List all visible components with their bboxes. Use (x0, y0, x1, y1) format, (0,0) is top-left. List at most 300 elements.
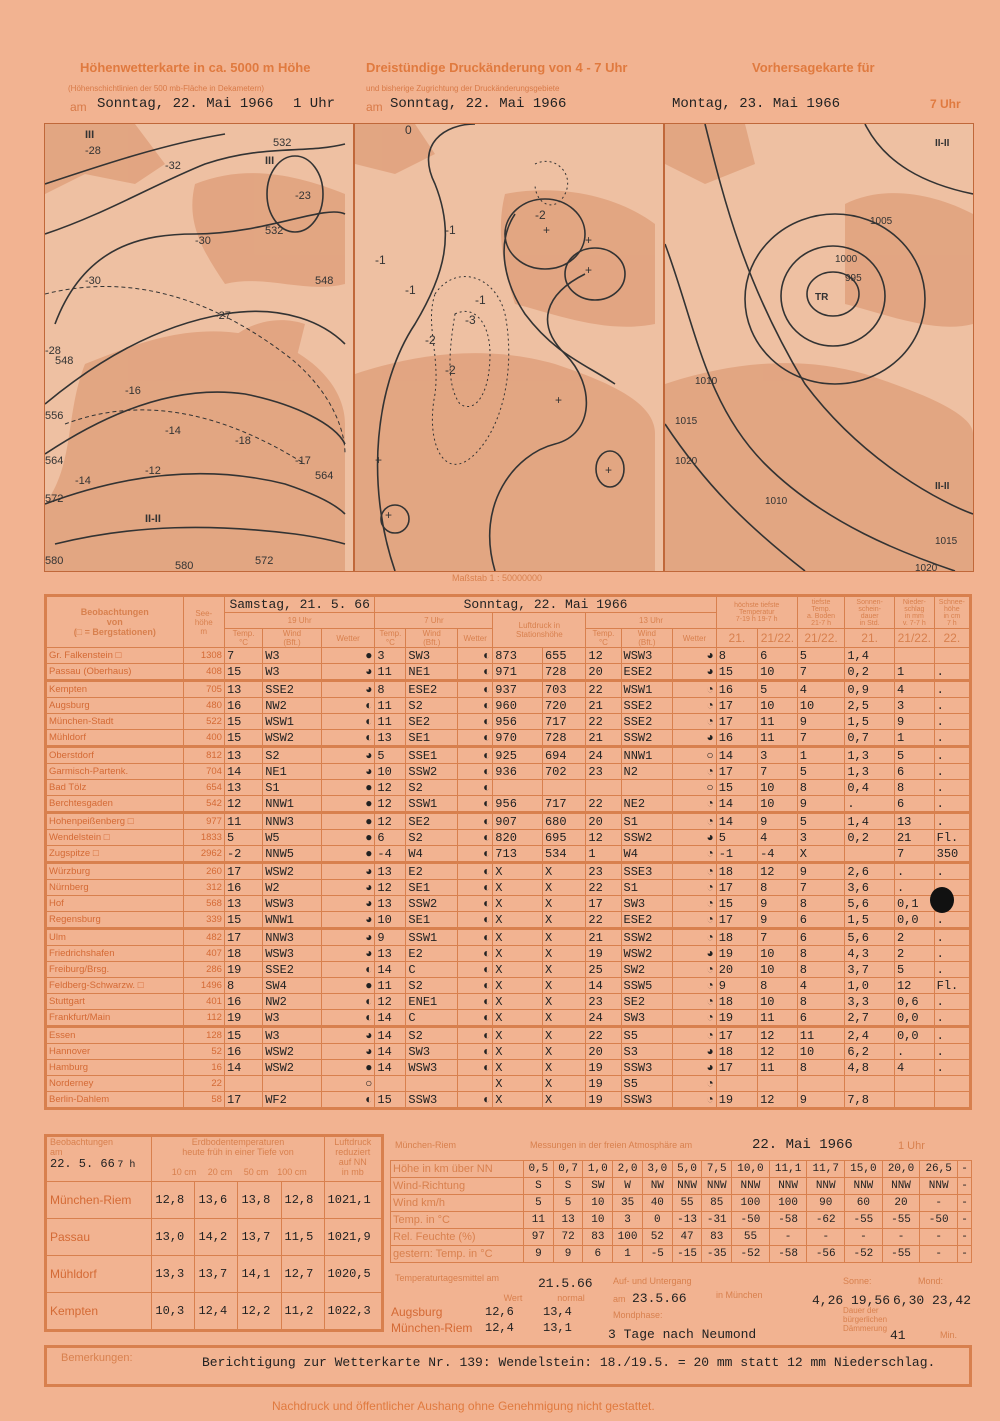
station-value: 16 (224, 1044, 262, 1060)
station-value: X (493, 1010, 543, 1027)
station-value: 13 (224, 681, 262, 698)
weather-symbol: ◕ (321, 664, 375, 681)
svg-text:-30: -30 (85, 275, 101, 287)
station-value: 8 (375, 681, 406, 698)
station-value: 11 (758, 714, 798, 730)
station-value: SSW1 (406, 929, 458, 946)
station-value: 812 (183, 747, 224, 764)
station-value: 728 (542, 730, 585, 747)
atm-value: 7,5 (702, 1161, 732, 1178)
weather-symbol: ◐ (458, 1010, 493, 1027)
station-name: Ulm (46, 929, 184, 946)
station-value: 13 (224, 896, 262, 912)
station-value: 12 (375, 780, 406, 796)
atm-value: 83 (702, 1229, 732, 1246)
station-value: 1 (894, 730, 934, 747)
temp-mean-value: 12,4 (485, 1321, 514, 1335)
station-value: 260 (183, 863, 224, 880)
station-value: 542 (183, 796, 224, 813)
soil-value: 10,3 (152, 1293, 195, 1331)
station-value: . (894, 863, 934, 880)
station-row (46, 698, 971, 714)
soil-value: 13,0 (152, 1219, 195, 1256)
station-value: 9 (797, 796, 845, 813)
station-value: 19 (224, 962, 262, 978)
soil-temperature-table (44, 1134, 384, 1332)
station-value: 1496 (183, 978, 224, 994)
atm-date: 22. Mai 1966 (752, 1137, 853, 1153)
upper-air-contours (45, 124, 353, 571)
depth-label: 20 cm (207, 1167, 233, 1177)
weather-symbol: ◐ (458, 1044, 493, 1060)
station-value: 0,2 (845, 664, 895, 681)
station-value: 22 (586, 681, 621, 698)
soil-station: Kempten (46, 1293, 152, 1331)
max-min-temp-header: höchste tiefste Temperatur 7-19 h 19-7 h (716, 596, 797, 629)
snow-header: Schnee- höhe in cm 7 h (934, 596, 970, 629)
station-value: 9 (758, 896, 798, 912)
atm-row-label: Rel. Feuchte (%) (391, 1229, 524, 1246)
sun-label: Sonne: (843, 1276, 872, 1286)
weather-header: Wetter (321, 629, 375, 648)
station-name: Nürnberg (46, 880, 184, 896)
station-row (46, 1010, 971, 1027)
station-value: 534 (542, 846, 585, 863)
station-value: 694 (542, 747, 585, 764)
atm-value: 60 (845, 1195, 883, 1212)
atm-value: SW (583, 1178, 613, 1195)
station-value: S1 (263, 780, 322, 796)
station-value: S2 (406, 1027, 458, 1044)
station-value: X (493, 1076, 543, 1092)
station-value: 9 (716, 978, 757, 994)
station-value: SE1 (406, 912, 458, 929)
date-header: 21/22. (797, 629, 845, 648)
station-value: X (542, 1092, 585, 1109)
station-value: 407 (183, 946, 224, 962)
station-value: 16 (716, 730, 757, 747)
station-row (46, 648, 971, 664)
station-row (46, 796, 971, 813)
station-value: SSW2 (621, 929, 673, 946)
station-value: 12 (758, 1092, 798, 1109)
station-value: 10 (758, 946, 798, 962)
svg-text:+: + (585, 233, 593, 247)
svg-text:1000: 1000 (835, 254, 858, 265)
station-value: 5 (224, 830, 262, 846)
weather-symbol: ◔ (673, 1092, 716, 1109)
station-row (46, 747, 971, 764)
station-value: 7 (797, 664, 845, 681)
soil-row (46, 1293, 383, 1331)
station-value: WSW3 (263, 896, 322, 912)
station-value (845, 1076, 895, 1092)
atm-value: NNW (732, 1178, 770, 1195)
svg-text:II-II: II-II (145, 513, 161, 525)
atm-value: - (957, 1178, 971, 1195)
weather-symbol: ◔ (673, 962, 716, 978)
atm-value: 1 (613, 1246, 643, 1263)
station-name: Würzburg (46, 863, 184, 880)
station-value: 2,4 (845, 1027, 895, 1044)
weather-symbol: ● (321, 780, 375, 796)
station-value: 11 (797, 1027, 845, 1044)
station-value: ESE2 (621, 664, 673, 681)
station-value: WSW3 (263, 946, 322, 962)
weather-symbol: ◕ (321, 747, 375, 764)
pressure-change-map (354, 123, 664, 572)
pressure-change-map-title: Dreistündige Druckänderung von 4 - 7 Uhr (366, 60, 628, 75)
soil-value: 13,3 (152, 1256, 195, 1293)
station-value: 3 (758, 747, 798, 764)
station-value: WSW3 (621, 648, 673, 664)
sun-moon-label: Auf- und Untergang (613, 1276, 692, 1286)
station-value: 19 (586, 1076, 621, 1092)
station-value: 8 (797, 780, 845, 796)
station-value: 480 (183, 698, 224, 714)
atm-row (391, 1246, 972, 1263)
station-value: SSE2 (263, 962, 322, 978)
soil-value: 14,2 (195, 1219, 238, 1256)
station-value: 12 (224, 796, 262, 813)
upper-air-map-title: Höhenwetterkarte in ca. 5000 m Höhe (80, 60, 311, 75)
station-value: 5 (894, 747, 934, 764)
station-value: 695 (542, 830, 585, 846)
station-value: X (493, 946, 543, 962)
copyright-notice: Nachdruck und öffentlicher Aushang ohne Genehmigung nicht gestattet. (272, 1399, 655, 1413)
station-value: X (542, 896, 585, 912)
station-value: 7 (797, 730, 845, 747)
upper-air-map (44, 123, 354, 572)
svg-text:564: 564 (315, 470, 334, 482)
station-value (934, 648, 970, 664)
atm-value: 26,5 (920, 1161, 958, 1178)
station-value: 10 (758, 796, 798, 813)
dusk-unit: Min. (940, 1330, 958, 1340)
svg-text:-28: -28 (85, 145, 101, 157)
station-value: X (542, 1010, 585, 1027)
station-value: WF2 (263, 1092, 322, 1109)
atm-value: 6 (583, 1246, 613, 1263)
pressure-change-am-label: am (366, 100, 383, 114)
station-value: 0,1 (894, 896, 934, 912)
station-value: 17 (224, 1092, 262, 1109)
atm-value: -58 (769, 1212, 807, 1229)
atm-row (391, 1229, 972, 1246)
weather-symbol: ◐ (321, 994, 375, 1010)
station-name: Hof (46, 896, 184, 912)
weather-symbol: ◐ (458, 946, 493, 962)
station-value: WSW1 (263, 714, 322, 730)
moon-phase-label: Mondphase: (613, 1310, 663, 1320)
atm-value: -13 (672, 1212, 702, 1229)
station-value: 3,6 (845, 880, 895, 896)
svg-text:-32: -32 (165, 160, 181, 172)
station-value: S1 (621, 880, 673, 896)
soil-value: 1021,1 (324, 1182, 382, 1219)
station-value: . (934, 863, 970, 880)
station-name: Mühldorf (46, 730, 184, 747)
station-value: 286 (183, 962, 224, 978)
station-row (46, 681, 971, 698)
svg-text:-2: -2 (535, 208, 546, 222)
weather-symbol: ◐ (458, 813, 493, 830)
station-value: 58 (183, 1092, 224, 1109)
atm-value: 100 (613, 1229, 643, 1246)
station-value: NNW3 (263, 813, 322, 830)
sun-am-label: am (613, 1294, 626, 1304)
station-name: Essen (46, 1027, 184, 1044)
station-value: 9 (894, 714, 934, 730)
weather-symbol: ◐ (458, 863, 493, 880)
station-value: X (542, 1076, 585, 1092)
station-value: S5 (621, 1027, 673, 1044)
soil-value: 13,7 (195, 1256, 238, 1293)
station-value: 14 (375, 1044, 406, 1060)
station-value: SE2 (621, 994, 673, 1010)
station-name: Wendelstein □ (46, 830, 184, 846)
atm-value: 0,7 (553, 1161, 583, 1178)
station-value: 14 (716, 796, 757, 813)
soil-station: München-Riem (46, 1182, 152, 1219)
forecast-map (664, 123, 974, 572)
station-value: 400 (183, 730, 224, 747)
station-value: NW2 (263, 698, 322, 714)
station-value: SE2 (406, 813, 458, 830)
station-value: 704 (183, 764, 224, 780)
station-value: 10 (375, 764, 406, 780)
atm-value: 90 (807, 1195, 845, 1212)
svg-text:-2: -2 (425, 333, 436, 347)
station-value: 8 (716, 648, 757, 664)
station-value: . (934, 1027, 970, 1044)
soil-obs-date: 22. 5. 66 (50, 1157, 115, 1171)
weather-symbol: ◐ (458, 747, 493, 764)
weather-symbol: ◕ (321, 929, 375, 946)
station-value: 13 (224, 780, 262, 796)
svg-text:TR: TR (815, 292, 829, 303)
atm-row-label: Wind-Richtung (391, 1178, 524, 1195)
weather-symbol: ◕ (321, 1044, 375, 1060)
station-value: 6,2 (845, 1044, 895, 1060)
station-value: 5 (894, 962, 934, 978)
station-value: 10 (758, 962, 798, 978)
svg-text:-16: -16 (125, 385, 141, 397)
atm-value: 9 (524, 1246, 554, 1263)
weather-symbol: ◕ (673, 730, 716, 747)
weather-symbol: ◐ (458, 698, 493, 714)
atm-value: 40 (642, 1195, 672, 1212)
station-value: S3 (621, 1044, 673, 1060)
station-name: Augsburg (46, 698, 184, 714)
station-value: WSW3 (406, 1060, 458, 1076)
station-value: S2 (406, 978, 458, 994)
station-value: 3 (375, 648, 406, 664)
weather-symbol: ◔ (673, 1076, 716, 1092)
station-name: Hamburg (46, 1060, 184, 1076)
weather-symbol: ◕ (673, 946, 716, 962)
weather-symbol: ◐ (321, 730, 375, 747)
station-value: 8 (797, 896, 845, 912)
station-value: 12 (375, 880, 406, 896)
station-value (406, 1076, 458, 1092)
svg-text:1020: 1020 (675, 456, 698, 467)
station-value: ENE1 (406, 994, 458, 1010)
station-value: 14 (375, 1027, 406, 1044)
station-value: 350 (934, 846, 970, 863)
station-value: 680 (542, 813, 585, 830)
station-value: 16 (224, 698, 262, 714)
weather-symbol: ◕ (321, 681, 375, 698)
weather-symbol: ◐ (458, 1092, 493, 1109)
station-value: X (542, 912, 585, 929)
atm-value: 3 (613, 1212, 643, 1229)
station-value: 925 (493, 747, 543, 764)
station-value: 703 (542, 681, 585, 698)
station-value: W3 (263, 1010, 322, 1027)
atm-value: 11,1 (769, 1161, 807, 1178)
station-value: X (542, 863, 585, 880)
upper-air-time: 1 Uhr (293, 96, 336, 112)
station-value: 11 (758, 730, 798, 747)
station-value: . (934, 813, 970, 830)
punch-hole (930, 887, 954, 913)
station-value: X (493, 896, 543, 912)
svg-text:532: 532 (265, 225, 284, 237)
svg-text:+: + (585, 263, 593, 277)
station-value: 12 (375, 796, 406, 813)
atm-time: 1 Uhr (898, 1140, 925, 1152)
station-value: 12 (586, 830, 621, 846)
station-value: 10 (797, 698, 845, 714)
station-value: 971 (493, 664, 543, 681)
station-value: . (934, 1010, 970, 1027)
atm-value: - (845, 1229, 883, 1246)
atm-value: - (920, 1246, 958, 1263)
soil-value: 13,8 (238, 1182, 281, 1219)
atm-value: NNW (672, 1178, 702, 1195)
station-value: . (934, 747, 970, 764)
station-value: 17 (716, 714, 757, 730)
weather-symbol: ◐ (321, 714, 375, 730)
weather-symbol: ● (321, 813, 375, 830)
svg-text:-1: -1 (375, 253, 386, 267)
station-value: 8 (797, 1060, 845, 1076)
station-value: 4 (797, 978, 845, 994)
station-value: . (934, 764, 970, 780)
station-value: 0,0 (894, 912, 934, 929)
station-value: SSW2 (621, 730, 673, 747)
station-value: 15 (224, 730, 262, 747)
weather-symbol: ◐ (321, 1092, 375, 1109)
station-value: 17 (716, 912, 757, 929)
atm-value: -50 (732, 1212, 770, 1229)
atm-value: 100 (732, 1195, 770, 1212)
soil-value: 1021,9 (324, 1219, 382, 1256)
atm-value: -35 (702, 1246, 732, 1263)
station-value: X (493, 880, 543, 896)
station-value: 936 (493, 764, 543, 780)
station-value: W3 (263, 1027, 322, 1044)
weather-symbol: ◕ (673, 648, 716, 664)
station-value: 15 (716, 664, 757, 681)
station-value: 19 (586, 1060, 621, 1076)
station-name: Berchtesgaden (46, 796, 184, 813)
station-value: ESE2 (406, 681, 458, 698)
date-header: 21/22. (894, 629, 934, 648)
svg-text:+: + (605, 463, 613, 477)
station-value: 960 (493, 698, 543, 714)
soil-value: 12,8 (152, 1182, 195, 1219)
atm-value: -55 (882, 1246, 920, 1263)
atm-value: 10,0 (732, 1161, 770, 1178)
weather-symbol: ◐ (458, 764, 493, 780)
atm-value: -58 (769, 1246, 807, 1263)
station-value: 2,6 (845, 863, 895, 880)
soil-obs-label (46, 1136, 152, 1182)
station-value: 937 (493, 681, 543, 698)
station-value: 13 (375, 730, 406, 747)
station-value: SSW2 (406, 764, 458, 780)
weather-symbol: ◐ (321, 962, 375, 978)
station-value: NE1 (406, 664, 458, 681)
station-value (224, 1076, 262, 1092)
station-value: 9 (375, 929, 406, 946)
station-value: W3 (263, 648, 322, 664)
atm-value: 5 (524, 1195, 554, 1212)
atm-value: -62 (807, 1212, 845, 1229)
station-value: X (493, 994, 543, 1010)
station-value: 12 (758, 1027, 798, 1044)
station-value: 5 (797, 813, 845, 830)
atm-value: 97 (524, 1229, 554, 1246)
forecast-isobars (665, 124, 973, 571)
atm-value: 0,5 (524, 1161, 554, 1178)
station-value: 20 (716, 962, 757, 978)
station-value: 9 (758, 912, 798, 929)
station-value: 1 (894, 664, 934, 681)
station-value: 5 (797, 648, 845, 664)
atm-value: -56 (807, 1246, 845, 1263)
svg-text:+: + (375, 453, 383, 467)
station-value: 5 (758, 681, 798, 698)
weather-symbol: ◕ (321, 912, 375, 929)
station-row (46, 994, 971, 1010)
remarks-box (44, 1345, 972, 1387)
station-value: X (542, 946, 585, 962)
station-value: -2 (224, 846, 262, 863)
station-row (46, 978, 971, 994)
svg-text:-2: -2 (445, 363, 456, 377)
station-value: 21 (586, 698, 621, 714)
weather-symbol: ◐ (458, 830, 493, 846)
weather-symbol: ◕ (673, 830, 716, 846)
station-value: 7 (758, 764, 798, 780)
svg-text:-1: -1 (405, 283, 416, 297)
station-value: C (406, 1010, 458, 1027)
station-value: 20 (586, 1044, 621, 1060)
upper-air-map-subtitle: (Höhenschichtlinien der 500 mb-Fläche in Dekametern) (68, 84, 265, 93)
station-value: . (845, 796, 895, 813)
ground-temp-header: tiefste Temp. a. Boden 21-7 h (797, 596, 845, 629)
station-value: 112 (183, 1010, 224, 1027)
station-value: SSW3 (621, 1060, 673, 1076)
station-value: 0,0 (894, 1027, 934, 1044)
station-value: 22 (586, 880, 621, 896)
station-value (493, 780, 543, 796)
atm-value: 5 (553, 1195, 583, 1212)
svg-text:-23: -23 (295, 190, 311, 202)
